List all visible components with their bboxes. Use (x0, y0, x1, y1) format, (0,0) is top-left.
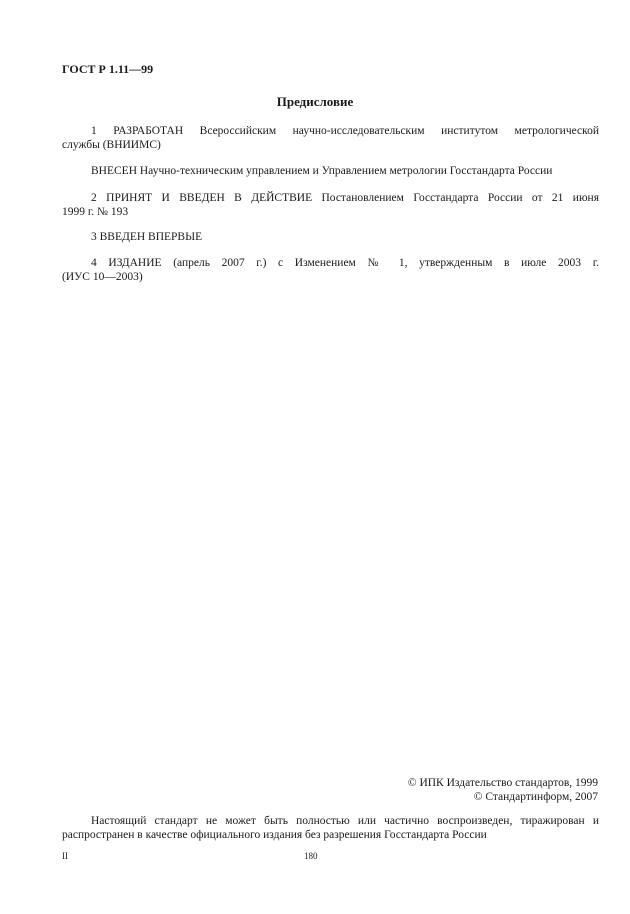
paragraph-line: распространен в качестве официального издания без разрешения Госстандарта России (62, 829, 487, 841)
paragraph-introduced (62, 164, 599, 178)
page-number: 180 (304, 851, 318, 861)
document-code: ГОСТ Р 1.11—99 (62, 62, 154, 76)
roman-page-number: II (62, 851, 68, 861)
paragraph-line: (ИУС 10—2003) (62, 271, 143, 283)
copyright-block (408, 776, 598, 804)
reproduction-notice (62, 814, 599, 842)
page-title: Предисловие (276, 94, 354, 109)
copyright-line: © Стандартинформ, 2007 (473, 791, 598, 803)
paragraph-adopted (62, 191, 599, 219)
paragraph-line: службы (ВНИИМС) (62, 139, 161, 151)
copyright-line: © ИПК Издательство стандартов, 1999 (407, 777, 598, 789)
paragraph-developed (62, 124, 599, 152)
paragraph-line: 2 ПРИНЯТ И ВВЕДЕН В ДЕЙСТВИЕ Постановлением Госстандарта России от 21 июня (91, 192, 599, 204)
paragraph-line: ВНЕСЕН Научно-техническим управлением и Управлением метрологии Госстандарта России (91, 165, 553, 177)
paragraph-line: 1 РАЗРАБОТАН Всероссийским научно-исследовательским институтом метрологической (91, 125, 599, 137)
paragraph-first-introduced (62, 230, 599, 244)
paragraph-edition (62, 256, 599, 284)
paragraph-line: 4 ИЗДАНИЕ (апрель 2007 г.) с Изменением № 1, утвержденным в июле 2003 г. (91, 257, 599, 269)
paragraph-line: 1999 г. № 193 (62, 206, 129, 218)
paragraph-line: Настоящий стандарт не может быть полностью или частично воспроизведен, тиражирован и (91, 815, 599, 827)
paragraph-line: 3 ВВЕДЕН ВПЕРВЫЕ (91, 231, 203, 243)
